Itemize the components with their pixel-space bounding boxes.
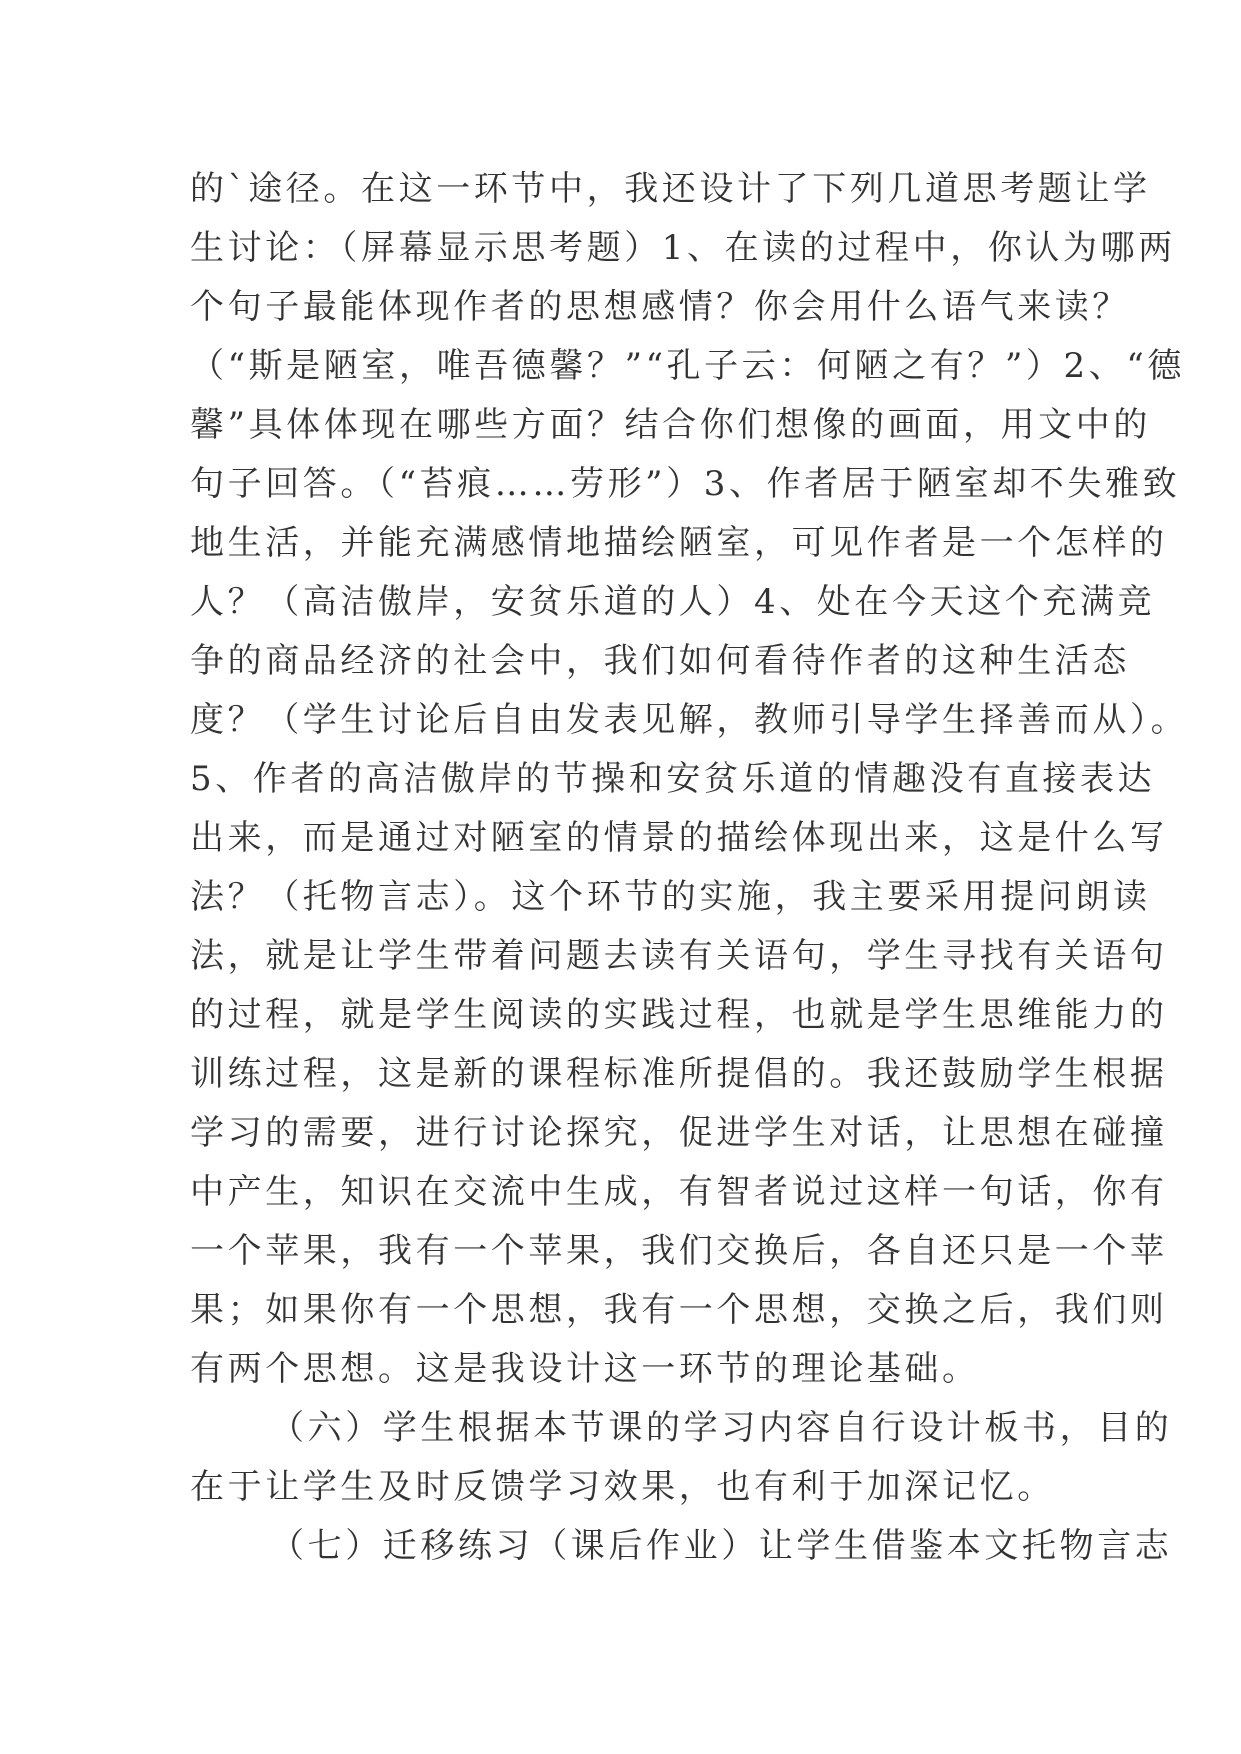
text-line: 的`途径。在这一环节中，我还设计了下列几道思考题让学 <box>190 169 1151 209</box>
text-line: 中产生，知识在交流中生成，有智者说过这样一句话，你有 <box>190 1172 1168 1212</box>
text-line: 人？（高洁傲岸，安贫乐道的人）4、处在今天这个充满竞 <box>190 582 1156 622</box>
text-line: 的过程，就是学生阅读的实践过程，也就是学生思维能力的 <box>190 995 1168 1035</box>
body-text <box>190 160 1189 1576</box>
text-line: 馨”具体体现在哪些方面？结合你们想像的画面，用文中的 <box>190 405 1151 445</box>
text-line: 有两个思想。这是我设计这一环节的理论基础。 <box>190 1349 980 1389</box>
text-line: 5、作者的高洁傲岸的节操和安贫乐道的情趣没有直接表达 <box>190 759 1156 799</box>
text-line: 个句子最能体现作者的思想感情？你会用什么语气来读？ <box>190 287 1130 327</box>
text-line: 生讨论：（屏幕显示思考题）1、在读的过程中，你认为哪两 <box>190 228 1176 268</box>
text-line: 训练过程，这是新的课程标准所提倡的。我还鼓励学生根据 <box>190 1054 1168 1094</box>
text-line: 句子回答。（“苔痕……劳形”）3、作者居于陋室却不失雅致 <box>190 464 1181 504</box>
text-line: 学习的需要，进行讨论探究，促进学生对话，让思想在碰撞 <box>190 1113 1168 1153</box>
paragraph-six-line: （六）学生根据本节课的学习内容自行设计板书，目的 <box>270 1408 1173 1448</box>
text-line: 在于让学生及时反馈学习效果，也有利于加深记忆。 <box>190 1467 1055 1507</box>
text-line: 出来，而是通过对陋室的情景的描绘体现出来，这是什么写 <box>190 818 1168 858</box>
paragraph-seven-line: （七）迁移练习（课后作业）让学生借鉴本文托物言志 <box>270 1526 1173 1566</box>
text-line: 果；如果你有一个思想，我有一个思想，交换之后，我们则 <box>190 1290 1168 1330</box>
text-line: （“斯是陋室，唯吾德馨？”“孔子云：何陋之有？”）2、“德 <box>190 346 1185 386</box>
text-line: 地生活，并能充满感情地描绘陋室，可见作者是一个怎样的 <box>190 523 1168 563</box>
text-line: 法，就是让学生带着问题去读有关语句，学生寻找有关语句 <box>190 936 1168 976</box>
text-line: 争的商品经济的社会中，我们如何看待作者的这种生活态 <box>190 641 1130 681</box>
text-line: 度？（学生讨论后自由发表见解，教师引导学生择善而从）。 <box>190 700 1189 740</box>
text-line: 一个苹果，我有一个苹果，我们交换后，各自还只是一个苹 <box>190 1231 1168 1271</box>
text-line: 法？（托物言志）。这个环节的实施，我主要采用提问朗读 <box>190 877 1151 917</box>
